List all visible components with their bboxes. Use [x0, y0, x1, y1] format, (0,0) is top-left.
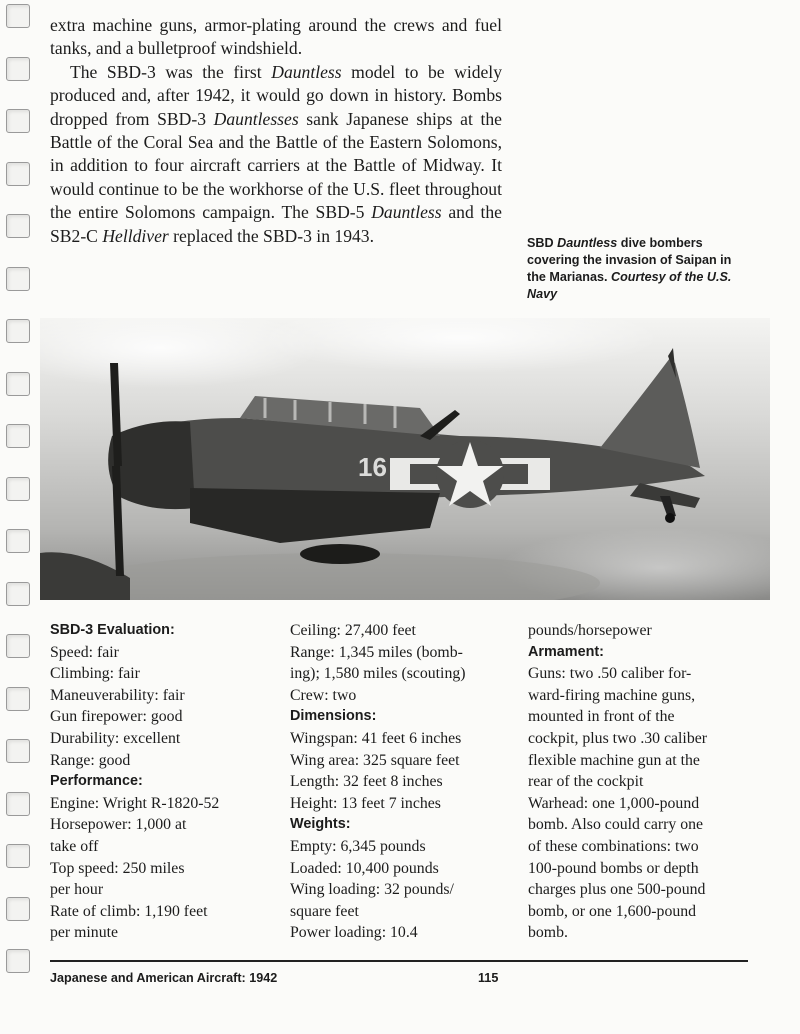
aircraft-photo	[40, 318, 770, 600]
photo-caption	[527, 235, 737, 303]
text-run: sank Japanese ships at the Battle of the Coral Sea and the Battle of the Eastern Solomons, in addition to four aircraft carriers at the Battle of Midway. It would continue to be the workhorse of the U.S. fleet throughout the entire Solomons campaign. The SBD-5	[50, 108, 502, 223]
spec-line: Horsepower: 1,000 at	[50, 816, 187, 834]
spec-line: take off	[50, 837, 99, 855]
binding-hole	[6, 57, 30, 81]
spec-line: Gun firepower: good	[50, 708, 183, 726]
spec-column-2	[290, 620, 515, 944]
footer-rule	[50, 960, 748, 962]
spec-column-3	[528, 620, 773, 944]
binding-hole	[6, 4, 30, 28]
caption-credit: Courtesy of the U.S. Navy	[527, 270, 732, 301]
binding-hole	[6, 109, 30, 133]
spec-line: Crew: two	[290, 686, 357, 704]
binding-hole	[6, 319, 30, 343]
spec-line: Wing area: 325 square feet	[290, 751, 460, 769]
spec-line: Top speed: 250 miles	[50, 859, 185, 877]
spec-line: Warhead: one 1,000-pound	[528, 794, 700, 812]
paragraph-1: extra machine guns, armor-plating around the crews and fuel tanks, and a bulletproof windshield.	[50, 15, 502, 59]
binding-hole	[6, 739, 30, 763]
spec-line: Height: 13 feet 7 inches	[290, 794, 441, 812]
text-run: and the SB2-C	[50, 202, 502, 246]
binding-hole	[6, 372, 30, 396]
binding-hole	[6, 214, 30, 238]
spec-line: Power loading: 10.4	[290, 924, 418, 942]
paragraph-2	[50, 61, 502, 248]
spec-line: cockpit, plus two .30 caliber	[528, 729, 707, 747]
spec-line: Durability: excellent	[50, 729, 181, 747]
spec-line: Speed: fair	[50, 643, 119, 661]
italic-run: Helldiver	[102, 225, 169, 246]
spec-line: pounds/horsepower	[528, 622, 652, 639]
spec-line: ward-firing machine guns,	[528, 686, 696, 704]
spec-line: per hour	[50, 881, 104, 899]
binding-hole	[6, 477, 30, 501]
spec-line: flexible machine gun at the	[528, 751, 700, 769]
spec-line: charges plus one 500-pound	[528, 881, 706, 899]
spiral-binding	[0, 0, 40, 1034]
spec-line: bomb.	[528, 924, 568, 942]
spec-heading: Armament:	[528, 643, 604, 660]
binding-hole	[6, 949, 30, 973]
italic-run: Dauntless	[371, 202, 442, 223]
spec-line: Wing loading: 32 pounds/	[290, 881, 454, 899]
spec-line: Length: 32 feet 8 inches	[290, 773, 443, 791]
running-footer-title: Japanese and American Aircraft: 1942	[50, 971, 278, 985]
spec-heading: Dimensions:	[290, 708, 377, 725]
spec-line: per minute	[50, 924, 118, 942]
spec-line: Rate of climb: 1,190 feet	[50, 902, 208, 920]
spec-line: ing); 1,580 miles (scouting)	[290, 665, 466, 683]
binding-hole	[6, 844, 30, 868]
spec-line: mounted in front of the	[528, 708, 675, 726]
binding-hole	[6, 162, 30, 186]
page-number: 115	[478, 971, 499, 985]
spec-line: bomb. Also could carry one	[528, 816, 704, 834]
binding-hole	[6, 687, 30, 711]
caption-run: dive bombers covering the invasion of Saipan in the Marianas.	[527, 236, 732, 284]
spec-line: Engine: Wright R-1820-52	[50, 794, 220, 812]
binding-hole	[6, 267, 30, 291]
spec-line: of these combinations: two	[528, 837, 699, 855]
spec-heading: Weights:	[290, 816, 351, 833]
spec-heading: SBD-3 Evaluation:	[50, 622, 175, 638]
spec-line: Empty: 6,345 pounds	[290, 837, 426, 855]
spec-line: Wingspan: 41 feet 6 inches	[290, 729, 462, 747]
spec-line: Ceiling: 27,400 feet	[290, 622, 416, 639]
text-run: model to be widely produced and, after 1942, it would go down in history. Bombs dropped from SBD-3	[50, 61, 502, 129]
body-text	[50, 14, 502, 248]
caption-run: SBD	[527, 236, 558, 250]
text-run: The SBD-3 was the first	[70, 61, 272, 82]
caption-italic: Dauntless	[557, 236, 618, 250]
italic-run: Dauntlesses	[213, 108, 299, 129]
spec-line: Range: 1,345 miles (bomb-	[290, 643, 463, 661]
spec-column-1	[50, 620, 275, 944]
text-run: replaced the SBD-3 in 1943.	[168, 225, 374, 246]
italic-run: Dauntless	[271, 61, 342, 82]
spec-line: rear of the cockpit	[528, 773, 644, 791]
spec-line: bomb, or one 1,600-pound	[528, 902, 697, 920]
spec-line: Guns: two .50 caliber for-	[528, 665, 692, 683]
binding-hole	[6, 897, 30, 921]
spec-line: Maneuverability: fair	[50, 686, 185, 704]
spec-line: Climbing: fair	[50, 665, 140, 683]
binding-hole	[6, 529, 30, 553]
tail-number: 16	[358, 452, 387, 482]
spec-heading: Performance:	[50, 773, 143, 790]
spec-line: square feet	[290, 902, 359, 920]
spec-line: Loaded: 10,400 pounds	[290, 859, 439, 877]
binding-hole	[6, 424, 30, 448]
spec-line: 100-pound bombs or depth	[528, 859, 699, 877]
binding-hole	[6, 792, 30, 816]
binding-hole	[6, 582, 30, 606]
binding-hole	[6, 634, 30, 658]
spec-line: Range: good	[50, 751, 131, 769]
